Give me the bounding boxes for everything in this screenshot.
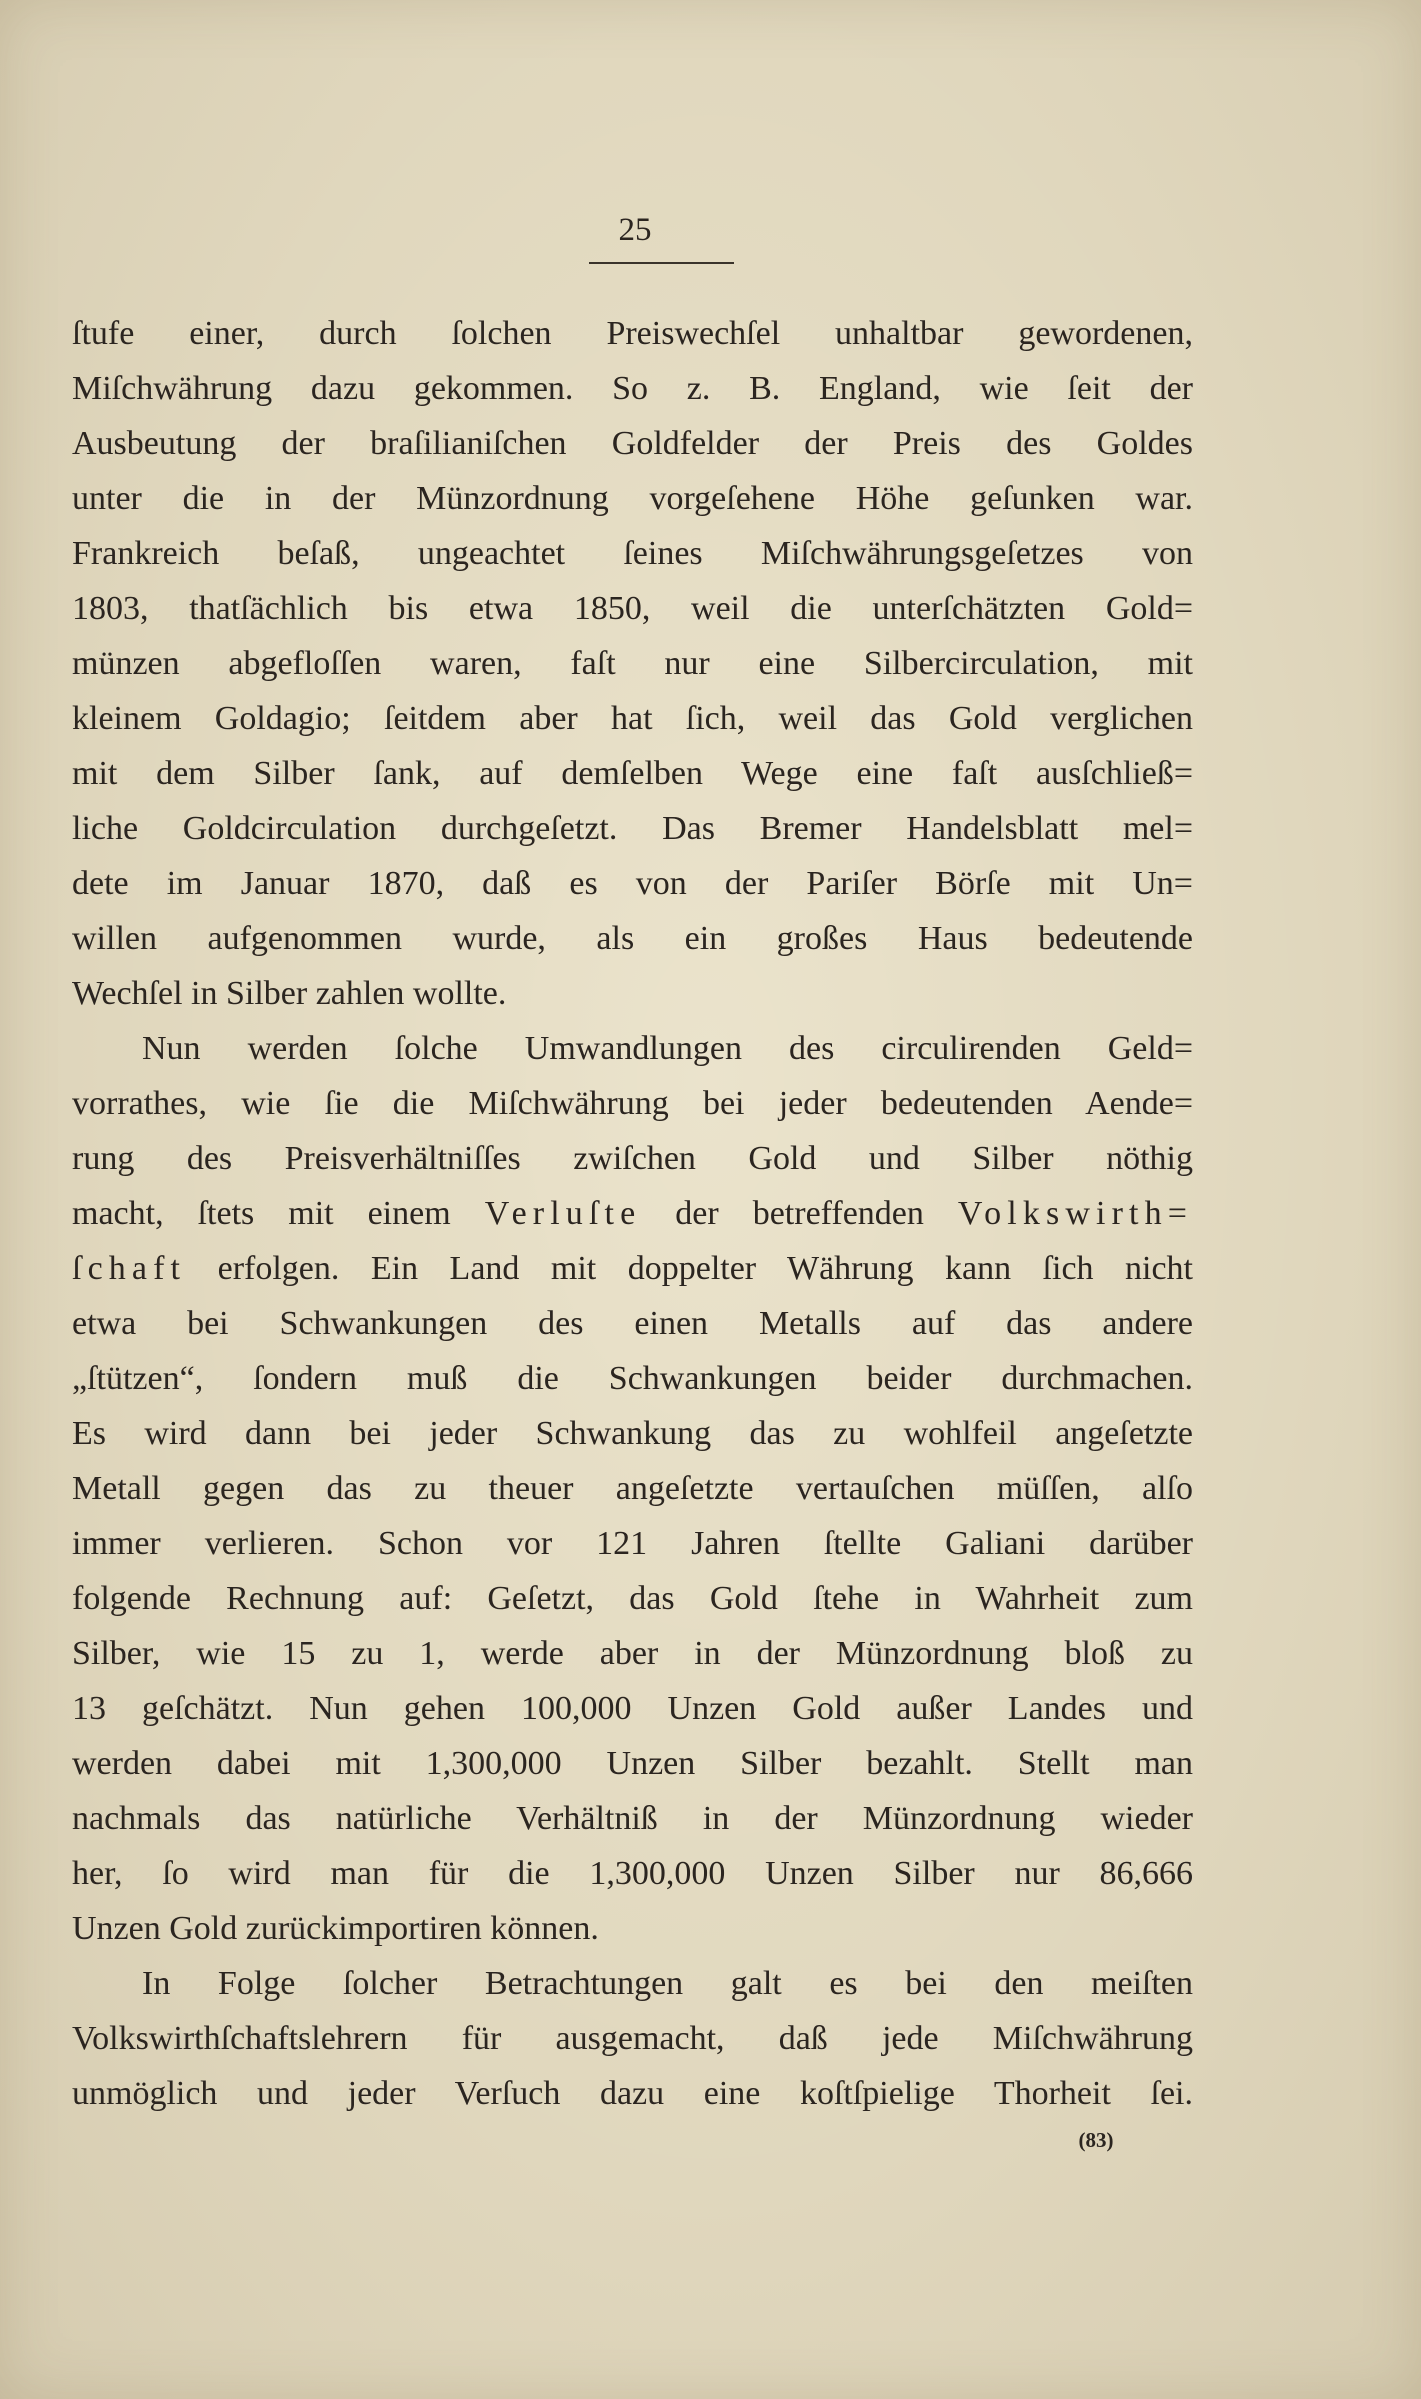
text-line: Unzen Gold zurückimportiren können. (72, 1910, 599, 1947)
spaced-word: Verluſte (484, 1195, 642, 1232)
text-line (72, 1241, 1193, 1296)
text-line: Ausbeutung der braſilianiſchen Goldfelder der Preis des Goldes (72, 425, 1193, 462)
page-number: 25 (618, 212, 652, 248)
text-line: Volkswirthſchaftslehrern für ausgemacht, daß jede Miſchwährung (72, 2020, 1193, 2057)
text-line: rung des Preisverhältniſſes zwiſchen Gold und Silber nöthig (72, 1140, 1193, 1177)
text-line: ſtufe einer, durch ſolchen Preiswechſel unhaltbar gewordenen, (72, 315, 1193, 352)
text-line: Wechſel in Silber zahlen wollte. (72, 975, 507, 1012)
text-line: folgende Rechnung auf: Geſetzt, das Gold ſtehe in Wahrheit zum (72, 1580, 1193, 1617)
text-line: vorrathes, wie ſie die Miſchwährung bei jeder bedeutenden Aende= (72, 1085, 1193, 1122)
text-line: willen aufgenommen wurde, als ein großes Haus bedeutende (72, 920, 1193, 957)
spaced-word: Volkswirth= (957, 1195, 1193, 1232)
text-line: mit dem Silber ſank, auf demſelben Wege eine faſt ausſchließ= (72, 755, 1193, 792)
text-line: Es wird dann bei jeder Schwankung das zu wohlfeil angeſetzte (72, 1415, 1193, 1452)
text-line (72, 1186, 1193, 1241)
text-line: In Folge ſolcher Betrachtungen galt es bei den meiſten (142, 1965, 1193, 2002)
text-line: her, ſo wird man für die 1,300,000 Unzen Silber nur 86,666 (72, 1855, 1193, 1892)
spaced-word: ſchaft (72, 1250, 187, 1287)
text-line: unmöglich und jeder Verſuch dazu eine koſtſpielige Thorheit ſei. (72, 2075, 1193, 2112)
text-line: etwa bei Schwankungen des einen Metalls auf das andere (72, 1305, 1193, 1342)
text-line: kleinem Goldagio; ſeitdem aber hat ſich, weil das Gold verglichen (72, 700, 1193, 737)
text-line: werden dabei mit 1,300,000 Unzen Silber bezahlt. Stellt man (72, 1745, 1193, 1782)
text-line: 13 geſchätzt. Nun gehen 100,000 Unzen Gold außer Landes und (72, 1690, 1193, 1727)
text-line: dete im Januar 1870, daß es von der Pariſer Börſe mit Un= (72, 865, 1193, 902)
text-line: Silber, wie 15 zu 1, werde aber in der Münzordnung bloß zu (72, 1635, 1193, 1672)
text-line: 1803, thatſächlich bis etwa 1850, weil die unterſchätzten Gold= (72, 590, 1193, 627)
text-line: münzen abgefloſſen waren, faſt nur eine Silbercirculation, mit (72, 645, 1193, 682)
text-line: „ſtützen“, ſondern muß die Schwankungen beider durchmachen. (72, 1360, 1193, 1397)
text-line: Frankreich beſaß, ungeachtet ſeines Miſchwährungsgeſetzes von (72, 535, 1193, 572)
printer-signature: (83) (1078, 2128, 1114, 2152)
text-line: unter die in der Münzordnung vorgeſehene Höhe geſunken war. (72, 480, 1193, 517)
body-text (72, 306, 1193, 2121)
text-segment: der betreffenden (641, 1195, 958, 1232)
text-segment: erfolgen. Ein Land mit doppelter Währung kann ſich nicht (186, 1250, 1193, 1287)
text-line: Metall gegen das zu theuer angeſetzte vertauſchen müſſen, alſo (72, 1470, 1193, 1507)
text-line: Miſchwährung dazu gekommen. So z. B. England, wie ſeit der (72, 370, 1193, 407)
header-rule (589, 262, 734, 264)
text-line: immer verlieren. Schon vor 121 Jahren ſtellte Galiani darüber (72, 1525, 1193, 1562)
text-segment: macht, ſtets mit einem (72, 1195, 485, 1232)
text-line: Nun werden ſolche Umwandlungen des circulirenden Geld= (142, 1030, 1193, 1067)
text-line: liche Goldcirculation durchgeſetzt. Das Bremer Handelsblatt mel= (72, 810, 1193, 847)
text-line: nachmals das natürliche Verhältniß in der Münzordnung wieder (72, 1800, 1193, 1837)
